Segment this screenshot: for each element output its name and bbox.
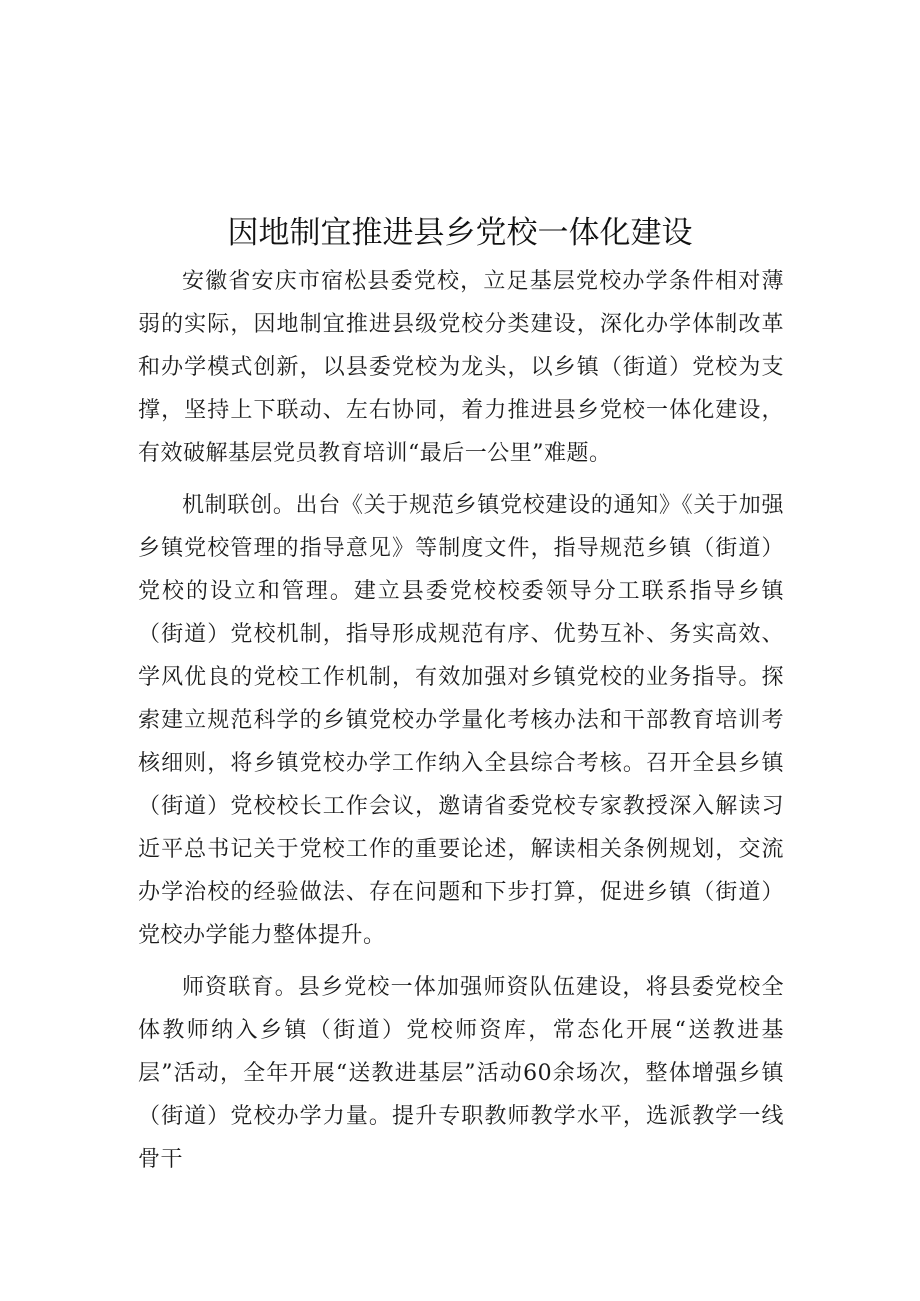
document-title: 因地制宜推进县乡党校一体化建设 bbox=[227, 215, 693, 251]
paragraph-teachers: 师资联育。县乡党校一体加强师资队伍建设，将县委党校全体教师纳入乡镇（街道）党校师资库，常态化开展“送教进基层”活动，全年开展“送教进基层”活动60余场次，整体增强乡镇（街道）党校办学力量。提升专职教师教学水平，选派教学一线骨干 bbox=[138, 975, 784, 1172]
paragraph-mechanism: 机制联创。出台《关于规范乡镇党校建设的通知》《关于加强乡镇党校管理的指导意见》等制度文件，指导规范乡镇（街道）党校的设立和管理。建立县委党校校委领导分工联系指导乡镇（街道）党校机制，指导形成规范有序、优势互补、务实高效、学风优良的党校工作机制，有效加强对乡镇党校的业务指导。探索建立规范科学的乡镇党校办学量化考核办法和干部教育培训考核细则，将乡镇党校办学工作纳入全县综合考核。召开全县乡镇（街道）党校校长工作会议，邀请省委党校专家教授深入解读习近平总书记关于党校工作的重要论述，解读相关条例规划，交流办学治校的经验做法、存在问题和下步打算，促进乡镇（街道）党校办学能力整体提升。 bbox=[138, 493, 784, 948]
document-body bbox=[138, 260, 784, 1190]
paragraph-intro: 安徽省安庆市宿松县委党校，立足基层党校办学条件相对薄弱的实际，因地制宜推进县级党校分类建设，深化办学体制改革和办学模式创新，以县委党校为龙头，以乡镇（街道）党校为支撑，坚持上下联动、左右协同，着力推进县乡党校一体化建设，有效破解基层党员教育培训“最后一公里”难题。 bbox=[138, 269, 784, 466]
